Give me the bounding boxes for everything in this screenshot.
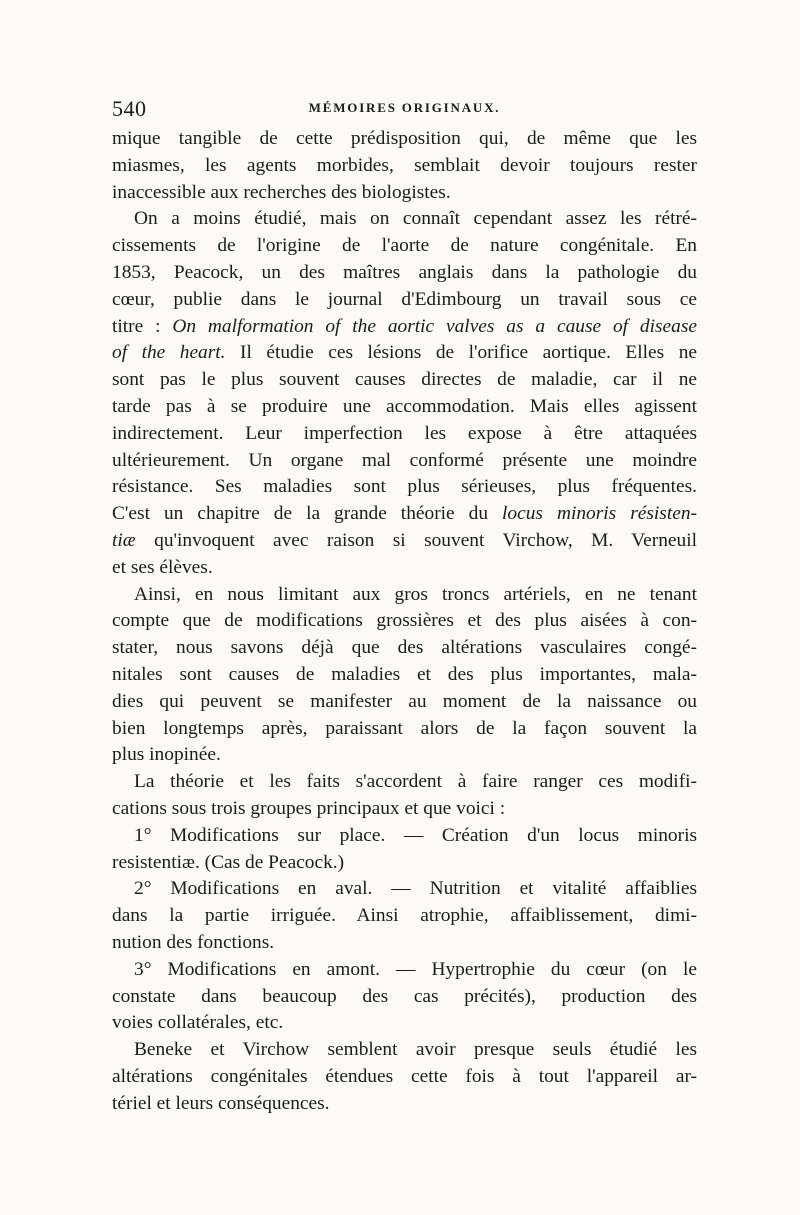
paragraph <box>112 957 697 1037</box>
text-line <box>112 501 697 528</box>
text-run: Il étudie ces lésions de l'orifice aortique. Elles ne <box>240 342 697 364</box>
italic-phrase: tiæ <box>112 529 136 551</box>
text-line: resistentiæ. (Cas de Peacock.) <box>112 851 345 873</box>
paragraph <box>112 876 697 956</box>
text-line: constate dans beaucoup des cas précités), production des <box>112 985 697 1007</box>
text-line: bien longtemps après, paraissant alors de la façon souvent la <box>112 717 697 739</box>
page-body <box>112 126 697 1117</box>
text-line: sont pas le plus souvent causes directes de maladie, car il ne <box>112 369 697 391</box>
text-line: La théorie et les faits s'accordent à faire ranger ces modifi- <box>134 771 697 793</box>
italic-title: of the heart. <box>112 342 226 364</box>
text-line: indirectement. Leur imperfection les expose à être attaquées <box>112 422 697 444</box>
text-line: compte que de modifications grossières et des plus aisées à con- <box>112 610 697 632</box>
text-line: voies collatérales, etc. <box>112 1012 284 1034</box>
text-line <box>112 314 697 341</box>
text-line: On a moins étudié, mais on connaît cependant assez les rétré- <box>134 208 697 230</box>
text-line: inaccessible aux recherches des biologistes. <box>112 181 451 203</box>
text-line: résistance. Ses maladies sont plus sérieuses, plus fréquentes. <box>112 476 697 498</box>
text-line <box>112 340 697 367</box>
text-line: cœur, publie dans le journal d'Edimbourg un travail sous ce <box>112 288 697 310</box>
paragraph <box>112 126 697 206</box>
running-title: MÉMOIRES ORIGINAUX. <box>308 100 501 115</box>
text-run: qu'invoquent avec raison si souvent Virchow, M. Verneuil <box>154 529 697 551</box>
italic-title: On malformation of the aortic valves as a cause of disease <box>172 315 697 337</box>
text-line: dies qui peuvent se manifester au moment de la naissance ou <box>112 690 697 712</box>
text-line: 3° Modifications en amont. — Hypertrophie du cœur (on le <box>134 958 697 980</box>
text-run: titre : <box>112 315 161 337</box>
text-line: nution des fonctions. <box>112 931 275 953</box>
text-line: cissements de l'origine de l'aorte de nature congénitale. En <box>112 235 697 257</box>
paragraph <box>112 206 697 581</box>
text-line: miasmes, les agents morbides, semblait devoir toujours rester <box>112 154 697 176</box>
page-number: 540 <box>112 96 147 121</box>
text-line: tériel et leurs conséquences. <box>112 1092 330 1114</box>
paragraph <box>112 769 697 823</box>
text-line: plus inopinée. <box>112 744 221 766</box>
page-header <box>112 96 697 124</box>
text-line: dans la partie irriguée. Ainsi atrophie, affaiblissement, dimi- <box>112 905 697 927</box>
text-line: cations sous trois groupes principaux et que voici : <box>112 797 506 819</box>
text-line: 1° Modifications sur place. — Création d'un locus minoris <box>134 824 697 846</box>
text-line: 1853, Peacock, un des maîtres anglais dans la pathologie du <box>112 261 697 283</box>
text-line <box>112 528 697 555</box>
text-line: ultérieurement. Un organe mal conformé présente une moindre <box>112 449 697 471</box>
text-line: et ses élèves. <box>112 556 213 578</box>
italic-phrase: locus minoris résisten- <box>502 503 697 525</box>
text-line: 2° Modifications en aval. — Nutrition et vitalité affaiblies <box>134 878 697 900</box>
text-line: stater, nous savons déjà que des altérations vasculaires congé- <box>112 637 697 659</box>
text-line: nitales sont causes de maladies et des plus importantes, mala- <box>112 663 697 685</box>
text-run: C'est un chapitre de la grande théorie du <box>112 503 489 525</box>
text-line: Ainsi, en nous limitant aux gros troncs artériels, en ne tenant <box>134 583 697 605</box>
text-line: altérations congénitales étendues cette fois à tout l'appareil ar- <box>112 1065 697 1087</box>
text-line: tarde pas à se produire une accommodation. Mais elles agissent <box>112 395 697 417</box>
paragraph <box>112 582 697 770</box>
paragraph <box>112 823 697 877</box>
text-line: Beneke et Virchow semblent avoir presque seuls étudié les <box>134 1039 697 1061</box>
paragraph <box>112 1037 697 1117</box>
text-line: mique tangible de cette prédisposition qui, de même que les <box>112 128 697 149</box>
